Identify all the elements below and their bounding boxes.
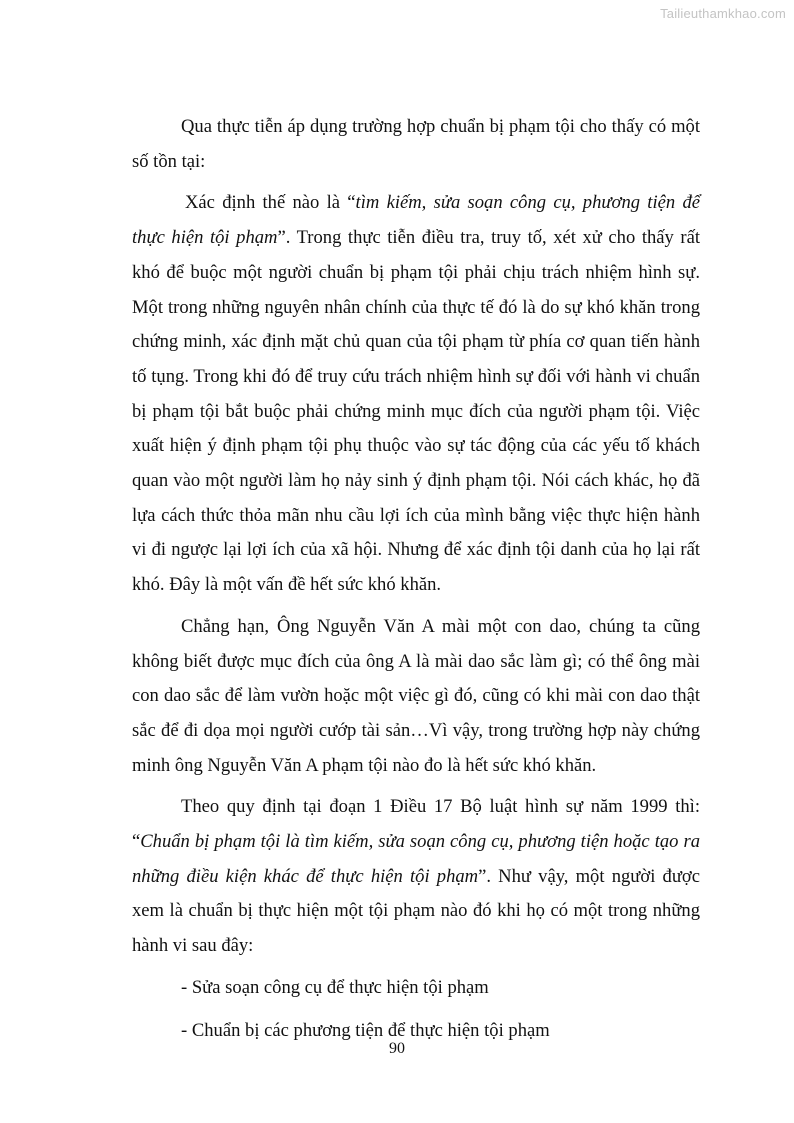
page-number: 90 [389, 1040, 405, 1057]
paragraph-2-body: ”. Trong thực tiễn điều tra, truy tố, xét xử cho thấy rất khó để buộc một người chuẩn bị phạm tội phải chịu trách nhiệm hình sự. Một trong những nguyên nhân chính của thực tế đó là do sự khó khăn trong chứng minh, xác định mặt chủ quan của tội phạm từ phía cơ quan tiến hành tố tụng. Trong khi đó để truy cứu trách nhiệm hình sự đối với hành vi chuẩn bị phạm tội bắt buộc phải chứng minh mục đích của người phạm tội. Việc xuất hiện ý định phạm tội phụ thuộc vào sự tác động của các yếu tố khách quan vào một người làm họ nảy sinh ý định phạm tội. Nói cách khác, họ đã lựa cách thức thỏa mãn nhu cầu lợi ích của mình bằng việc thực hiện hành vi đi ngược lại lợi ích của xã hội. Nhưng để xác định tội danh của họ lại rất khó. Đây là một vấn đề hết sức khó khăn. [132, 227, 700, 596]
watermark: Tailieuthamkhao.com [660, 6, 786, 21]
paragraph-4-lead: Theo quy định tại đoạn 1 Điều 17 Bộ luật hình sự năm 1999 thì: “ [132, 796, 700, 853]
paragraph-2-lead: Xác định thế nào là “ [185, 192, 356, 214]
list-item-1: - Sửa soạn công cụ để thực hiện tội phạm [181, 976, 489, 998]
paragraph-2 [132, 186, 700, 602]
paragraph-3: Chẳng hạn, Ông Nguyễn Văn A mài một con dao, chúng ta cũng không biết được mục đích của ông A là mài dao sắc làm gì; có thể ông mài con dao sắc để làm vườn hoặc một việc gì đó, cũng có khi mài con dao thật sắc để đi dọa mọi người cướp tài sản…Vì vậy, trong trường hợp này chứng minh ông Nguyễn Văn A phạm tội nào đo là hết sức khó khăn. [132, 615, 700, 776]
page-body [132, 110, 700, 1056]
paragraph-1: Qua thực tiễn áp dụng trường hợp chuẩn bị phạm tội cho thấy có một số tồn tại: [132, 116, 700, 172]
paragraph-2-quote: tìm kiếm, sửa soạn công cụ, phương tiện để thực hiện tội phạm [132, 192, 700, 249]
paragraph-4 [132, 790, 700, 964]
paragraph-4-quote: Chuẩn bị phạm tội là tìm kiếm, sửa soạn công cụ, phương tiện hoặc tạo ra những điều kiện khác để thực hiện tội phạm [132, 831, 700, 887]
paragraph-4-body: ”. Như vậy, một người được xem là chuẩn bị thực hiện một tội phạm nào đó khi họ có một trong những hành vi sau đây: [132, 865, 700, 957]
list-item-2: - Chuẩn bị các phương tiện để thực hiện tội phạm [181, 1019, 550, 1041]
